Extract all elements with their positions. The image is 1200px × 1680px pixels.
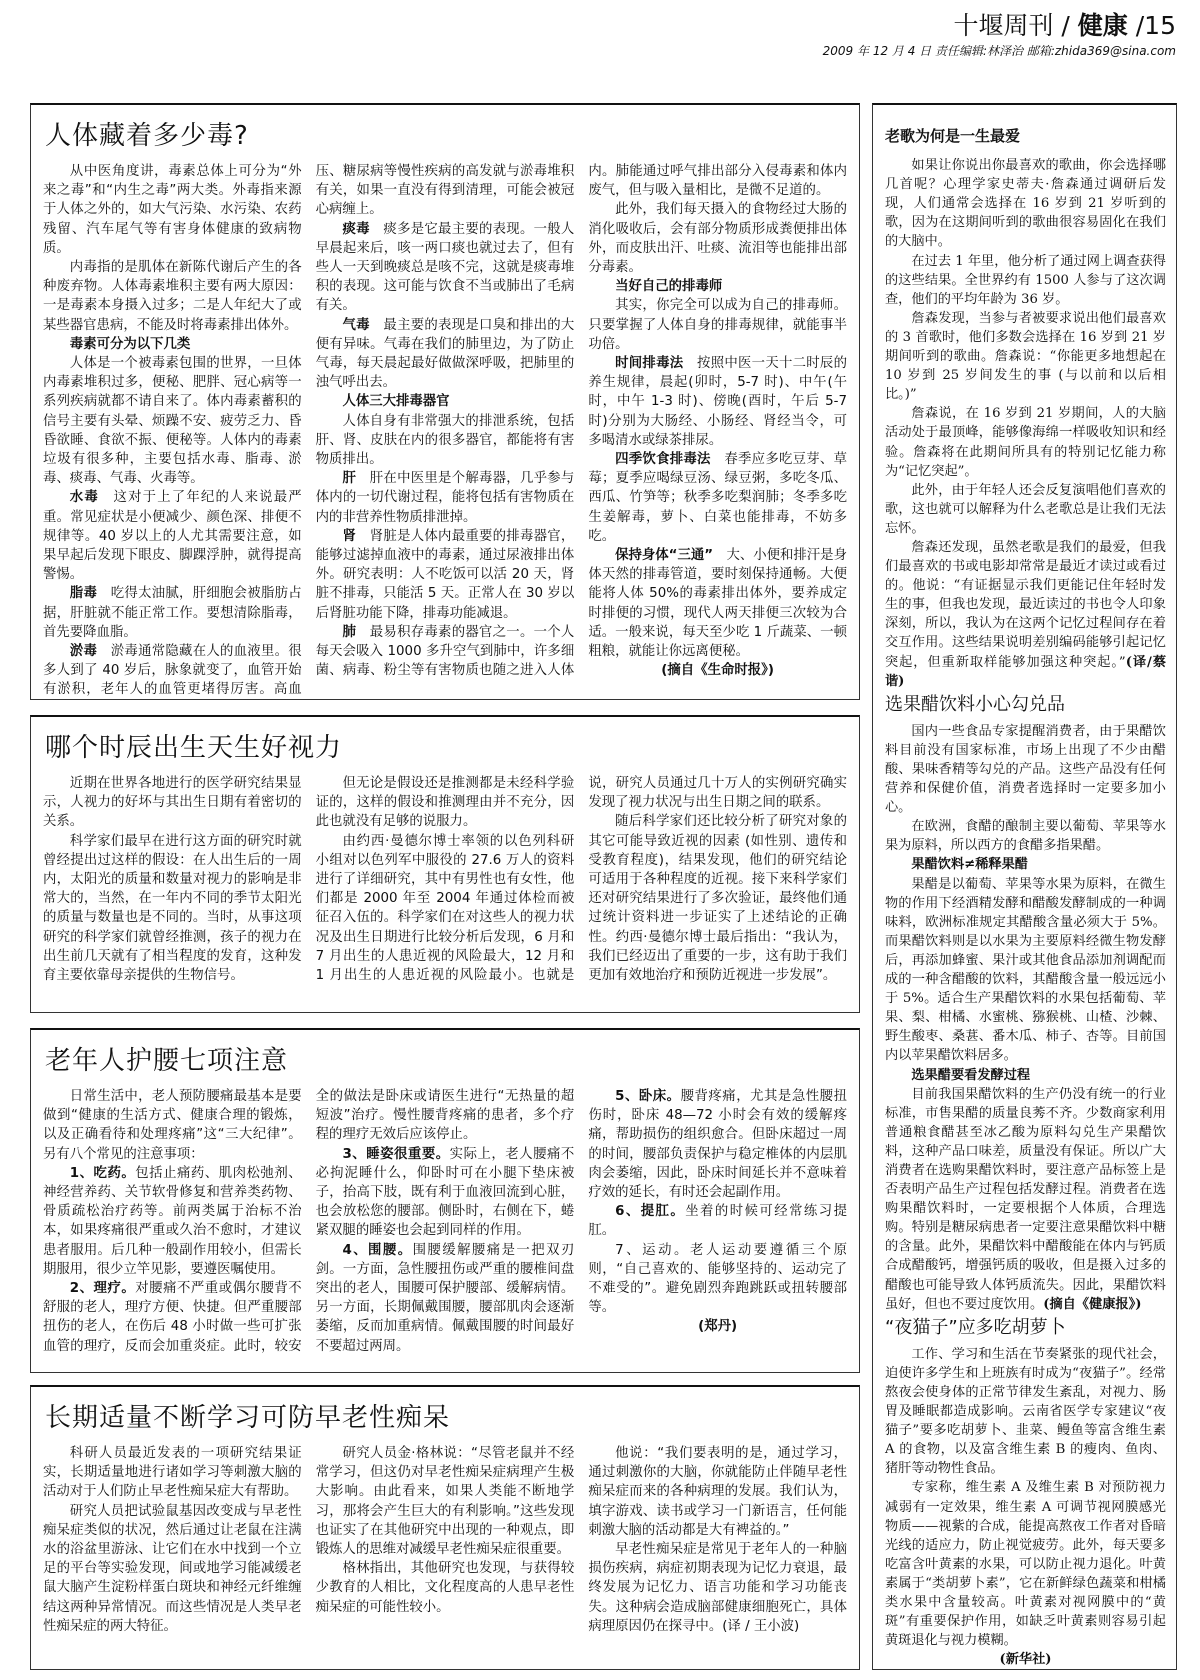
paragraph xyxy=(316,1559,575,1617)
paragraph-text: 他说：“我们要表明的是，通过学习，通过刺激你的大脑，你就能防止伴随早老性痴呆症而来的各种病理的发展。我们认为，填字游戏、读书或学习一门新语言，任何能刺激大脑的活动都是大有裨益的。” xyxy=(588,1446,847,1538)
paragraph xyxy=(885,1085,1166,1314)
masthead-separator: / xyxy=(1053,11,1078,40)
paragraph xyxy=(588,200,847,277)
subheading: 当好自己的排毒师 xyxy=(615,279,723,295)
bold-lead: 2、理疗。 xyxy=(69,1281,136,1297)
paragraph-text: 早老性痴呆症是常见于老年人的一种脑损伤疾病，病症初期表现为记忆力衰退，最终发展为记忆力、语言功能和学习功能丧失。这种病会造成脑部健康细胞死亡，具体病理原因仍在探寻中。(译 / 王小波) xyxy=(588,1542,847,1634)
bold-lead: 4、围腰。 xyxy=(342,1242,413,1258)
paragraph-text: 对腰痛不严重或偶尔腰背不舒服的老人，理疗方便、快捷。但严重腰部扭伤的老人，在伤后 48 小时做一些可扩张血管的理疗，反而会加重炎症。此时，较安全的做法是卧床或请医生进行“无热量的超短波”治疗。慢性腰背疼痛的患者，多个疗程的理疗无效后应该停止。 xyxy=(43,1089,575,1354)
paragraph xyxy=(316,1145,575,1241)
paragraph-text: 这对于上了年纪的人来说最严重。常见症状是小便减少、颜色深、排便不规律等。40 岁以上的人尤其需要注意，如果早起后发现下眼皮、脚踝浮肿，就得提高警惕。 xyxy=(43,490,302,583)
paragraph xyxy=(43,774,302,832)
paragraph xyxy=(316,469,575,527)
subheading: 毒素可分为以下几类 xyxy=(69,336,191,352)
dateline: 2009 年 12 月 4 日 责任编辑:林泽治 邮箱:zhida369@sina.com xyxy=(822,44,1176,58)
bold-lead: 脂毒 xyxy=(69,586,98,602)
paragraph-text: 最易积存毒素的器官之一。一个人每天会吸入 1000 多升空气到肺中，许多细菌、病毒、粉尘等有害物质也随之进入人体内。肺能通过呼气排出部分入侵毒素和体内废气，但与吸入量相比，是微不足道的。 xyxy=(315,164,847,679)
paragraph-text: 詹森说，在 16 岁到 21 岁期间，人的大脑活动处于最顶峰，能够像海绵一样吸收知识和经验。詹森将在此期间所具有的特别记忆能力称为“记忆突起”。 xyxy=(885,406,1166,479)
paragraph-text: 但无论是假设还是推测都是未经科学验证的，这样的假设和推测理由并不充分，因此也就没有足够的说服力。 xyxy=(315,776,575,830)
paragraph-text: 日常生活中，老人预防腰痛最基本是要做到“健康的生活方式、健康合理的锻炼，以及正确看待和处理疼痛”这“三大纪律”。另有八个常见的注意事项： xyxy=(43,1089,302,1162)
paragraph xyxy=(588,1444,847,1540)
bold-lead: 气毒 xyxy=(342,317,370,333)
paragraph-text: 此外，由于年轻人还会反复演唱他们喜欢的歌，这也就可以解释为什么老歌总是让我们无法忘怀。 xyxy=(885,482,1166,536)
paragraph-text: 人体自身有非常强大的排泄系统，包括肝、肾、皮肤在内的很多器官，都能将有害物质排出。 xyxy=(315,413,575,468)
paragraph-text: 如果让你说出你最喜欢的歌曲，你会选择哪几首呢？心理学家史蒂夫·詹森通过调研后发现，人们通常会选择在 16 岁到 21 岁听到的歌，因为在这期间听到的歌曲很容易固化在我们的大脑中。 xyxy=(885,158,1166,250)
paragraph-text: 在过去 1 年里，他分析了通过网上调查获得的这些结果。全世界约有 1500 人参与了这次调查，他们的平均年龄为 36 岁。 xyxy=(885,253,1166,307)
article-title: 人体藏着多少毒? xyxy=(45,121,249,151)
paragraph xyxy=(43,1087,302,1164)
source-credit: (郑丹) xyxy=(698,1319,738,1335)
paragraph-text: 腰背疼痛，尤其是急性腰扭伤时，卧床 48—72 小时会有效的缓解疼痛，帮助损伤的组织愈合。但卧床超过一周的时间，腰部负责保护与稳定椎体的内层肌肉会萎缩，因此，卧床时间延长并不意味着疗效的延长，有时还会起副作用。 xyxy=(588,1089,847,1201)
bold-lead: 6、提肛。 xyxy=(615,1204,686,1220)
paragraph-text: 研究人员金·格林说：“尽管老鼠并不经常学习，但这仍对早老性痴呆症病理产生极大影响。由此看来，如果人类能不断地学习，那将会产生巨大的有利影响。”这些发现也证实了在其他研究中出现的一种观点，即锻炼人的思维对减缓早老性痴呆症很重要。 xyxy=(315,1446,575,1558)
paragraph xyxy=(588,812,847,985)
bold-lead: 保持身体“三通” xyxy=(615,548,714,564)
bold-lead: 肾 xyxy=(342,528,357,544)
source-credit: (新华社) xyxy=(999,1652,1052,1668)
paragraph xyxy=(316,1241,575,1356)
paragraph-text: 春季应多吃豆芽、草莓；夏季应喝绿豆汤、绿豆粥，多吃冬瓜、西瓜、竹笋等；秋季多吃梨润肺；冬季多吃生姜解毒，萝卜、白菜也能排毒，不妨多吃。 xyxy=(588,452,847,544)
article-body xyxy=(43,1087,847,1356)
article-elderly-waist-care xyxy=(30,1028,860,1373)
bold-lead: 四季饮食排毒法 xyxy=(615,452,711,468)
paragraph-text: 其实，你完全可以成为自己的排毒师。只要掌握了人体自身的排毒规律，就能事半功倍。 xyxy=(588,298,847,352)
paragraph-text: 詹森还发现，虽然老歌是我们的最爱，但我们最喜欢的书或电影却常常是最近才读过或看过的。他说：“有证据显示我们更能记住年轻时发生的事，但我也发现，最近读过的书也令人印象深刻，所以，我认为在这两个记忆过程间存在着交互作用。这些结果说明差别编码能够引起记忆突起，但重新取样能够加强这种突起。” xyxy=(885,539,1166,670)
subheading: 果醋饮料≠稀释果醋 xyxy=(911,857,1028,873)
paragraph xyxy=(316,527,575,623)
sidebar xyxy=(872,103,1177,1670)
paragraph xyxy=(316,1444,575,1559)
article-learning-dementia xyxy=(30,1385,860,1670)
paragraph xyxy=(316,412,575,470)
paragraph-text: 实际上，老人腰痛不必拘泥睡什么，仰卧时可在小腿下垫床被子，抬高下肢，既有利于血液回流到心脏，也会放松您的腰部。侧卧时，右侧在下，蜷紧双腿的睡姿也会起到同样的作用。 xyxy=(315,1146,575,1239)
paragraph-text: 研究人员把试验鼠基因改变成与早老性痴呆症类似的状况，然后通过让老鼠在注满水的浴盆里游泳、让它们在水中找到一个立足的平台等实验发现，间或地学习能减缓老鼠大脑产生淀粉样蛋白斑块和神经元纤维缠结这两种异常情况。而这些情况是人类早老性痴呆症的两大特征。 xyxy=(43,1503,302,1634)
paragraph-text: 目前我国果醋饮料的生产仍没有统一的行业标准，市售果醋的质量良莠不齐。少数商家利用普通粮食醋甚至冰乙酸为原料勾兑生产果醋饮料，这种产品口味差，质量没有保证。所以广大消费者在选购果醋饮料时，要注意产品标签上是否表明产品生产过程包括发酵过程。消费者在选购果醋饮料时，一定要根据个人体质，合理选购。特别是糖尿病患者一定要注意果醋饮料中糖的含量。此外，果醋饮料中醋酸能在体内与钙质合成醋酸钙，增强钙质的吸收，但是摄入过多的醋酸也可能导致人体钙质流失。因此，果醋饮料虽好，但也不要过度饮用。 xyxy=(885,1086,1166,1312)
paragraph-text: 詹森发现，当参与者被要求说出他们最喜欢的 3 首歌时，他们多数会选择在 16 岁到 21 岁期间听到的歌曲。詹森说：“你能更多地想起在 10 岁到 25 岁间发生的事 (与以前和以后相比。)” xyxy=(885,310,1166,403)
bold-lead: 1、吃药。 xyxy=(69,1165,136,1181)
paragraph xyxy=(588,1540,847,1636)
masthead xyxy=(953,6,1176,42)
paragraph-text: 此外，我们每天摄入的食物经过大肠的消化吸收后，会有部分物质形成粪便排出体外，而皮肤出汗、吐痰、流泪等也能排出部分毒素。 xyxy=(588,202,847,276)
paragraph xyxy=(588,1241,847,1318)
paragraph xyxy=(43,1444,302,1502)
source-credit: (译/蔡谐) xyxy=(885,654,1167,689)
paragraph xyxy=(588,354,847,450)
paragraph xyxy=(43,354,302,488)
paragraph xyxy=(885,404,1166,480)
sidebar-article-title: 选果醋饮料小心勾兑品 xyxy=(885,693,1065,715)
paragraph-text: 7、运动。老人运动要遵循三个原则，“自己喜欢的、能够坚持的、运动完了不难受的”。避免剧烈奔跑跳跃或扭转腰部等。 xyxy=(588,1242,847,1316)
bold-lead: 时间排毒法 xyxy=(615,356,684,372)
paragraph-text: 吃得太油腻，肝细胞会被脂肪占据，肝脏就不能正常工作。要想清除脂毒，首先要降血脂。 xyxy=(43,586,302,640)
paragraph xyxy=(588,1202,847,1240)
paragraph xyxy=(43,488,302,584)
paragraph-text: 肝在中医里是个解毒器，几乎参与体内的一切代谢过程，能将包括有害物质在内的非营养性物质排泄掉。 xyxy=(315,471,575,525)
paragraph-text: 最主要的表现是口臭和排出的大便有异味。气毒在我们的肺里边，为了防止气毒，每天晨起最好做做深呼吸，把肺里的浊气呼出去。 xyxy=(315,317,575,391)
paragraph-text: 内毒指的是肌体在新陈代谢后产生的各种废弃物。人体毒素堆积主要有两大原因：一是毒素本身摄入过多；二是人年纪大了或某些器官患病，不能及时将毒素排出体外。 xyxy=(43,260,302,333)
paragraph xyxy=(588,296,847,354)
paragraph-text: 由约西·曼德尔博士率领的以色列科研小组对以色列军中服役的 27.6 万人的资料进行了详细研究，其中有男性也有女性，他们都是 2000 年至 2004 年通过体检而被征召入伍的。科学家们在对这些人的视力状况及出生日期进行比较分析后发现，6 月和 7 月出生的人患近视的风险最大，12 月和 1 月出生的人患近视的风险最小。也就是说，研究人员通过几十万人的实例研究确实发现了视力状况与出生日期之间的联系。 xyxy=(315,776,847,984)
paragraph xyxy=(885,252,1166,309)
paragraph-text: 痰多是它最主要的表现。一般人早晨起来后，咳一两口痰也就过去了，但有些人一天到晚痰总是咳不完，这就是痰毒堆积的表现。这可能与饮食不当或肺出了毛病有关。 xyxy=(315,221,575,314)
paragraph xyxy=(588,1087,847,1202)
paragraph xyxy=(316,774,575,832)
paragraph xyxy=(316,316,575,393)
paragraph-text: 工作、学习和生活在节奏紧张的现代社会，迫使许多学生和上班族有时成为“夜猫子”。经常熬夜会使身体的正常节律发生紊乱，对视力、肠胃及睡眠都造成影响。云南省医学专家建议“夜猫子”要多吃胡萝卜、韭菜、鳗鱼等富含维生素 A 的食物，以及富含维生素 B 的瘦肉、鱼肉、猪肝等动物性食品。 xyxy=(885,1346,1166,1477)
paragraph-text: 科学家们最早在进行这方面的研究时就曾经提出过这样的假设：在人出生后的一周内，太阳光的质量和数量对视力的影响是非常大的，当然，在一年内不同的季节太阳光的质量与数量也是不同的。当时，从事这项研究的科学家们就曾经推测，孩子的视力在出生前几天就有了相当程度的发育，这种发育主要依靠母亲提供的生物信号。 xyxy=(43,833,302,984)
source-credit: (摘自《健康报》) xyxy=(1043,1296,1142,1312)
bold-lead: 3、睡姿很重要。 xyxy=(342,1146,450,1162)
paragraph-text: 格林指出，其他研究也发现，与获得较少教育的人相比，文化程度高的人患早老性痴呆症的可能性较小。 xyxy=(315,1561,575,1615)
bold-lead: 淤毒 xyxy=(69,644,98,660)
article-title: 哪个时辰出生天生好视力 xyxy=(45,733,343,763)
section-name: 健康 xyxy=(1077,11,1128,40)
paragraph-text: 国内一些食品专家提醒消费者，由于果醋饮料目前没有国家标准，市场上出现了不少由醋酸、果味香精等勾兑的产品。这些产品没有任何营养和保健价值，消费者选择时一定要多加小心。 xyxy=(885,723,1166,816)
paragraph-text: 按照中医一天十二时辰的养生规律，晨起(卯时，5-7 时)、中午(午时，中午 1-3 时)、傍晚(酉时，午后 5-7 时)分别为大肠经、小肠经、肾经当令，可多喝清水或绿茶排尿。 xyxy=(588,356,847,448)
paragraph-text: 专家称，维生素 A 及维生素 B 对预防视力减弱有一定效果，维生素 A 可调节视网膜感光物质——视紫的合成，能提高熬夜工作者对昏暗光线的适应力，防止视觉疲劳。此外，每天要多吃富含叶黄素的水果，可以防止视力退化。叶黄素属于“类胡萝卜素”，它在新鲜绿色蔬菜和柑橘类水果中含量较高。叶黄素对视网膜中的“黄斑”有重要保护作用，如缺乏叶黄素则容易引起黄斑退化与视力模糊。 xyxy=(885,1480,1166,1649)
paragraph xyxy=(885,156,1166,251)
sidebar-article-title: 老歌为何是一生最爱 xyxy=(885,127,1021,145)
paragraph xyxy=(885,875,1166,1066)
paragraph-text: 包括止痛药、肌肉松弛剂、神经营养药、关节软骨修复和营养类药物、骨质疏松治疗药等。前两类属于治标不治本，如果疼痛很严重或久治不愈时，才建议患者服用。后几种一般副作用较小，但需长期服用，很少立竿见影，要遵医嘱使用。 xyxy=(43,1165,302,1277)
paragraph xyxy=(316,220,575,316)
paragraph-text: 科研人员最近发表的一项研究结果证实，长期适量地进行诸如学习等刺激大脑的活动对于人们防止早老性痴呆症大有帮助。 xyxy=(43,1446,302,1500)
paragraph xyxy=(885,817,1166,855)
paragraph xyxy=(885,722,1166,817)
paragraph xyxy=(885,1478,1166,1650)
paragraph-text: 随后科学家们还比较分析了研究对象的其它可能导致近视的因素 (如性别、遗传和受教育程度)，结果发现，他们的研究结论可适用于各种程度的近视。接下来科学家们还对研究结果进行了多次验证，最终他们通过统计资料进一步证实了上述结论的正确性。约西·曼德尔博士最后指出：“我认为，我们已经迈出了重要的一步，这有助于我们更加有效地治疗和预防近视进一步发展”。 xyxy=(588,814,847,984)
source-credit: (摘自《生命时报》) xyxy=(661,663,774,679)
paragraph xyxy=(43,258,302,335)
article-body xyxy=(43,162,847,700)
paragraph xyxy=(43,1502,302,1636)
paragraph-text: 人体是一个被毒素包围的世界，一旦体内毒素堆积过多，便秘、肥胖、冠心病等一系列疾病就都不请自来了。体内毒素蓄积的信号主要有头晕、烦躁不安、疲劳乏力、昏昏欲睡、食欲不振、便秘等。人体内的毒素垃圾有很多种，主要包括水毒、脂毒、淤毒、痰毒、气毒、火毒等。 xyxy=(43,356,302,487)
paragraph xyxy=(885,538,1166,691)
paragraph-text: 从中医角度讲，毒素总体上可分为“外来之毒”和“内生之毒”两大类。外毒指来源于人体之外的，如大气污染、水污染、农药残留、汽车尾气等有害身体健康的致病物质。 xyxy=(43,164,302,256)
article-title: 老年人护腰七项注意 xyxy=(45,1046,289,1076)
paragraph xyxy=(885,309,1166,404)
bold-lead: 肺 xyxy=(342,624,357,640)
bold-lead: 水毒 xyxy=(69,490,99,506)
subheading: 人体三大排毒器官 xyxy=(342,394,450,410)
article-birth-vision xyxy=(30,715,860,1013)
bold-lead: 5、卧床。 xyxy=(615,1089,681,1104)
bold-lead: 痰毒 xyxy=(342,221,370,237)
paragraph-text: 肾脏是人体内最重要的排毒器官，能够过滤掉血液中的毒素，通过尿液排出体外。研究表明：人不吃饭可以活 20 天，肾脏不排毒，只能活 5 天。正常人在 30 岁以后肾脏功能下降，排毒功能减退。 xyxy=(315,528,575,621)
bold-lead: 肝 xyxy=(342,471,357,487)
paragraph xyxy=(588,450,847,546)
sidebar-article-title: “夜猫子”应多吃胡萝卜 xyxy=(885,1316,1066,1338)
article-toxins xyxy=(30,103,860,700)
paragraph xyxy=(885,481,1166,538)
paragraph-text: 淤毒通常隐藏在人的血液里。很多人到了 40 岁后，脉象就变了，血管开始有淤积，老年人的血管更堵得厉害。高血压、糖尿病等慢性疾病的高发就与淤毒堆积有关，如果一直没有得到清理，可能会被冠心病缠上。 xyxy=(43,164,575,698)
paragraph xyxy=(43,584,302,642)
paragraph xyxy=(588,546,847,661)
paragraph-text: 围腰缓解腰痛是一把双刃剑。一方面，急性腰扭伤或严重的腰椎间盘突出的老人，围腰可保护腰部、缓解病情。另一方面，长期佩戴围腰，腰部肌肉会逐渐萎缩，反而加重病情。佩戴围腰的时间最好不要超过两周。 xyxy=(315,1242,575,1354)
paper-name: 十堰周刊 xyxy=(953,11,1054,40)
paragraph-text: 果醋是以葡萄、苹果等水果为原料，在微生物的作用下经酒精发酵和醋酸发酵制成的一种调味料，欧洲标准规定其醋酸含量必须大于 5%。而果醋饮料则是以水果为主要原料经微生物发酵后，再添加蜂蜜、果汁或其他食品添加剂调配而成的一种含醋酸的饮料，其醋酸含量一般远远小于 5%。适合生产果醋饮料的水果包括葡萄、苹果、梨、柑橘、水蜜桃、猕猴桃、山楂、沙棘、野生酸枣、桑葚、番木瓜、柿子、杏等。目前国内以苹果醋饮料居多。 xyxy=(885,876,1166,1064)
article-title: 长期适量不断学习可防早老性痴呆 xyxy=(45,1403,451,1433)
paragraph-text: 近期在世界各地进行的医学研究结果显示，人视力的好坏与其出生日期有着密切的关系。 xyxy=(43,776,302,830)
paragraph xyxy=(885,1345,1166,1479)
page-number: /15 xyxy=(1127,11,1176,40)
subheading: 选果醋要看发酵过程 xyxy=(911,1067,1031,1083)
article-body xyxy=(43,1444,847,1636)
paragraph-text: 在欧洲，食醋的酿制主要以葡萄、苹果等水果为原料，所以西方的食醋多指果醋。 xyxy=(885,819,1166,854)
paragraph xyxy=(43,1164,302,1279)
paragraph-text: 大、小便和排汗是身体天然的排毒管道，要时刻保持通畅。大便能将人体 50%的毒素排出体外，要养成定时排便的习惯，现代人两天排便三次较为合适。一般来说，每天至少吃 1 斤蔬菜、一顿粗粮，就能让你远离便秘。 xyxy=(588,548,847,660)
paragraph xyxy=(43,162,302,258)
article-body xyxy=(43,774,847,985)
paragraph-text: 坐着的时候可经常练习提肛。 xyxy=(588,1204,847,1239)
paragraph xyxy=(43,832,302,986)
